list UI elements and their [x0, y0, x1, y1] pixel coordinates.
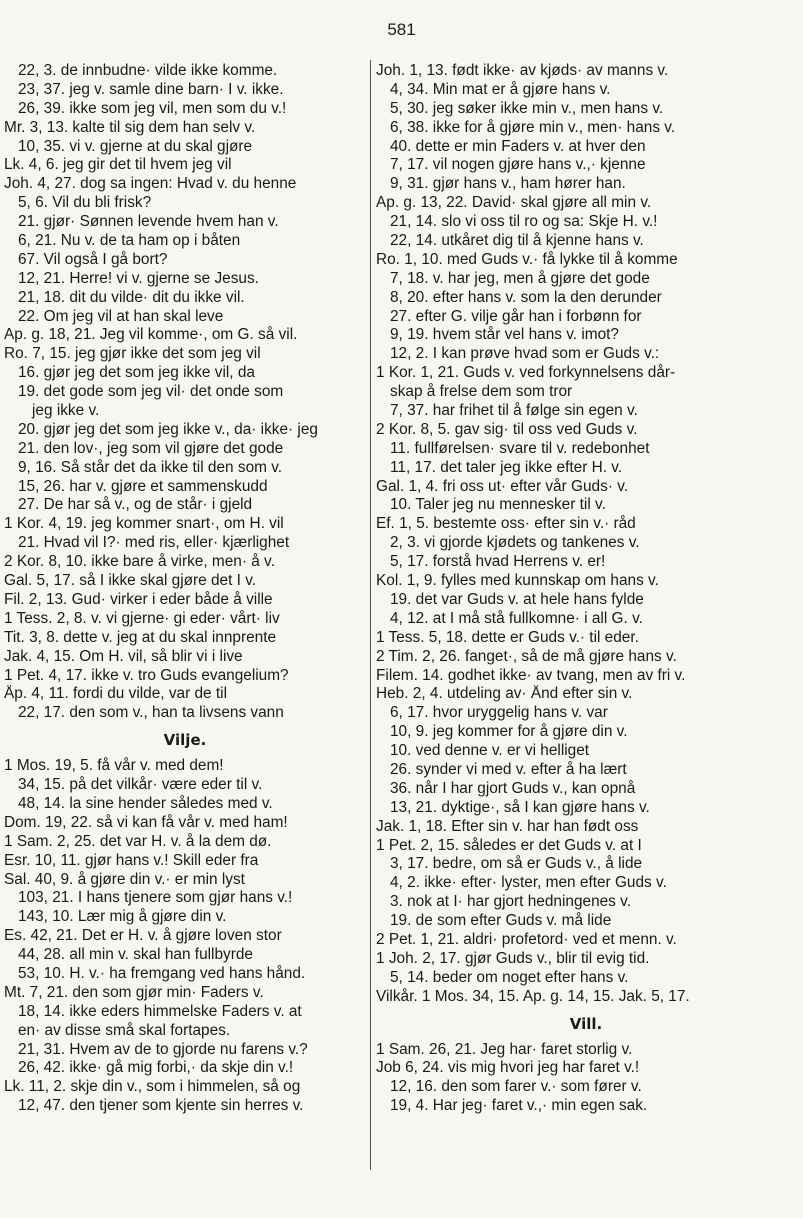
right-entry-line: 1 Pet. 2, 15. således er det Guds v. at I — [376, 836, 642, 854]
left-entry-line: Fil. 2, 13. Gud· virker i eder både å ville — [4, 590, 273, 608]
left-entry-line: 143, 10. Lær mig å gjøre din v. — [18, 908, 227, 926]
left-entry-line: en· av disse små skal fortapes. — [18, 1021, 231, 1039]
left-entry-line: Lk. 4, 6. jeg gir det til hvem jeg vil — [4, 156, 232, 174]
left-entry-line: 12, 47. den tjener som kjente sin herres v. — [18, 1097, 304, 1115]
right-entry-line: Joh. 1, 13. født ikke· av kjøds· av manns v. — [376, 62, 669, 79]
right-entry-line: Jak. 1, 18. Efter sin v. har han født oss — [376, 817, 639, 835]
left-entry-line: 22, 3. de innbudne· vilde ikke komme. — [18, 62, 278, 79]
left-entry-line: 20. gjør jeg det som jeg ikke v., da· ikke· jeg — [18, 420, 318, 438]
right-entry-line: 3. nok at I· har gjort hedningenes v. — [390, 893, 631, 911]
left-entry-line: 26, 42. ikke· gå mig forbi,· da skje din v.! — [18, 1059, 294, 1077]
left-entry-line: Sal. 40, 9. å gjøre din v.· er min lyst — [4, 870, 245, 888]
left-entry-line: 67. Vil også I gå bort? — [18, 250, 168, 268]
left-entry-line: 22, 17. den som v., han ta livsens vann — [18, 704, 284, 722]
right-entry-line: 27. efter G. vilje går han i forbønn for — [390, 307, 642, 325]
right-entry-line: 5, 17. forstå hvad Herrens v. er! — [390, 553, 606, 571]
right-entry-line: 11, 17. det taler jeg ikke efter H. v. — [390, 458, 623, 476]
left-entry-line: 103, 21. I hans tjenere som gjør hans v.! — [18, 889, 293, 907]
right-entry-line: 2 Pet. 1, 21. aldri· profetord· ved et menn. v. — [376, 930, 677, 948]
right-entry-line: 1 Kor. 1, 21. Guds v. ved forkynnelsens dår- — [376, 364, 676, 382]
right-entry-line: 7, 17. vil nogen gjøre hans v.,· kjenne — [390, 156, 646, 174]
left-entry-line: 21. den lov·, jeg som vil gjøre det gode — [18, 439, 284, 457]
left-entry-line: 6, 21. Nu v. de ta ham op i båten — [18, 232, 241, 250]
right-entry-line: Ap. g. 13, 22. David· skal gjøre all min v. — [376, 194, 652, 212]
left-section-heading: Vilje. — [163, 731, 207, 750]
right-entry-line: 2 Tim. 2, 26. fanget·, så de må gjøre hans v. — [376, 647, 677, 665]
right-entry-line: Ef. 1, 5. bestemte oss· efter sin v.· råd — [376, 515, 636, 533]
right-entry-line: 4, 12. at I må stå fullkomne· i all G. v. — [390, 609, 643, 627]
right-entry-line: 8, 20. efter hans v. som la den derunder — [390, 288, 662, 306]
right-entry-line: 1 Tess. 5, 18. dette er Guds v.· til eder. — [376, 628, 639, 646]
right-entry-line: 26. synder vi med v. efter å ha lært — [390, 760, 627, 778]
right-entry-line: 36. når I har gjort Guds v., kan opnå — [390, 779, 636, 797]
right-section-heading: Vill. — [569, 1014, 603, 1033]
left-entry-line: Mt. 7, 21. den som gjør min· Faders v. — [4, 983, 264, 1001]
left-entry-line: Jak. 4, 15. Om H. vil, så blir vi i live — [4, 647, 243, 665]
right-entry-line: skap å frelse dem som tror — [390, 383, 573, 401]
right-entry-line: 10. Taler jeg nu mennesker til v. — [390, 496, 606, 514]
right-entry-line: 1 Sam. 26, 21. Jeg har· faret storlig v. — [376, 1040, 633, 1058]
right-entry-line: 11. fullførelsen· svare til v. redebonhet — [390, 439, 650, 457]
right-entry-line: 12, 16. den som farer v.· som fører v. — [390, 1078, 642, 1096]
left-entry-line: 1 Pet. 4, 17. ikke v. tro Guds evangelium? — [4, 666, 289, 684]
column-divider — [370, 60, 371, 1170]
right-entry-line: 10. ved denne v. er vi helliget — [390, 742, 590, 760]
left-entry-line: Ro. 7, 15. jeg gjør ikke det som jeg vil — [4, 345, 261, 363]
right-entry-line: Ro. 1, 10. med Guds v.· få lykke til å komme — [376, 250, 678, 268]
left-entry-line: 1 Kor. 4, 19. jeg kommer snart·, om H. vil — [4, 515, 284, 533]
left-entry-line: Lk. 11, 2. skje din v., som i himmelen, så og — [4, 1078, 301, 1096]
left-entry-line: 2 Kor. 8, 10. ikke bare å virke, men· å v. — [4, 553, 275, 571]
right-entry-line: 9, 31. gjør hans v., ham hører han. — [390, 175, 626, 193]
left-entry-line: 15, 26. har v. gjøre et sammenskudd — [18, 477, 268, 495]
left-entry-line: 22. Om jeg vil at han skal leve — [18, 307, 224, 325]
right-entry-line: 1 Joh. 2, 17. gjør Guds v., blir til evig tid. — [376, 949, 650, 967]
left-entry-line: 26, 39. ikke som jeg vil, men som du v.! — [18, 99, 287, 117]
left-entry-line: 5, 6. Vil du bli frisk? — [18, 194, 152, 212]
right-entry-line: Gal. 1, 4. fri oss ut· efter vår Guds· v. — [376, 477, 629, 495]
right-entry-line: Filem. 14. godhet ikke· av tvang, men av fri v. — [376, 666, 686, 684]
left-entry-line: 12, 21. Herre! vi v. gjerne se Jesus. — [18, 269, 259, 287]
right-entry-line: 3, 17. bedre, om så er Guds v., å lide — [390, 855, 643, 873]
right-entry-line: 6, 17. hvor uryggelig hans v. var — [390, 704, 608, 722]
right-entry-line: 4, 2. ikke· efter· lyster, men efter Guds v. — [390, 874, 667, 892]
left-entry-line: 10, 35. vi v. gjerne at du skal gjøre — [18, 137, 253, 155]
right-entry-line: 12, 2. I kan prøve hvad som er Guds v.: — [390, 345, 660, 363]
left-entry-line: 21. Hvad vil I?· med ris, eller· kjærlighet — [18, 534, 290, 552]
left-entry-line: Esr. 10, 11. gjør hans v.! Skill eder fra — [4, 851, 259, 869]
left-entry-line: Mr. 3, 13. kalte til sig dem han selv v. — [4, 118, 256, 136]
right-entry-line: 2 Kor. 8, 5. gav sig· til oss ved Guds v. — [376, 420, 638, 438]
right-entry-line: 6, 38. ikke for å gjøre min v., men· hans v. — [390, 118, 676, 136]
left-entry-line: Joh. 4, 27. dog sa ingen: Hvad v. du henne — [4, 175, 297, 193]
right-entry-line: Heb. 2, 4. utdeling av· Ånd efter sin v. — [376, 685, 633, 703]
right-entry-line: 2, 3. vi gjorde kjødets og tankenes v. — [390, 534, 640, 552]
left-entry-line: 53, 10. H. v.· ha fremgang ved hans hånd. — [18, 964, 306, 982]
right-column — [376, 62, 796, 1116]
left-entry-line: 21, 31. Hvem av de to gjorde nu farens v.? — [18, 1040, 308, 1058]
left-entry-line: Tit. 3, 8. dette v. jeg at du skal innprente — [4, 628, 277, 646]
right-entry-line: 40. dette er min Faders v. at hver den — [390, 137, 646, 155]
right-entry-line: 19. det var Guds v. at hele hans fylde — [390, 590, 644, 608]
left-entry-line: Es. 42, 21. Det er H. v. å gjøre loven stor — [4, 927, 282, 945]
right-entry-line: 19, 4. Har jeg· faret v.,· min egen sak. — [390, 1097, 648, 1115]
left-entry-line: 19. det gode som jeg vil· det onde som — [18, 383, 284, 401]
left-entry-line: Gal. 5, 17. så I ikke skal gjøre det I v. — [4, 572, 257, 590]
left-entry-line: 9, 16. Så står det da ikke til den som v. — [18, 458, 283, 476]
left-entry-line: 21. gjør· Sønnen levende hvem han v. — [18, 213, 279, 231]
right-entry-line: Job 6, 24. vis mig hvori jeg har faret v.! — [376, 1059, 640, 1077]
right-entry-line: 13, 21. dyktige·, så I kan gjøre hans v. — [390, 798, 650, 816]
left-entry-line: jeg ikke v. — [32, 402, 100, 420]
left-entry-line: 21, 18. dit du vilde· dit du ikke vil. — [18, 288, 245, 306]
left-column — [4, 62, 366, 1116]
left-entry-line: Åp. 4, 11. fordi du vilde, var de til — [4, 685, 227, 703]
right-entry-line: Vilkår. 1 Mos. 34, 15. Ap. g. 14, 15. Jak. 5, 17. — [376, 987, 690, 1005]
right-entry-line: 21, 14. slo vi oss til ro og sa: Skje H. v.! — [390, 213, 658, 231]
left-entry-line: Ap. g. 18, 21. Jeg vil komme·, om G. så vil. — [4, 326, 298, 344]
right-entry-line: 10, 9. jeg kommer for å gjøre din v. — [390, 723, 628, 741]
left-entry-line: 1 Tess. 2, 8. v. vi gjerne· gi eder· vårt· liv — [4, 609, 280, 627]
left-entry-line: 1 Mos. 19, 5. få vår v. med dem! — [4, 757, 224, 775]
right-entry-line: 22, 14. utkåret dig til å kjenne hans v. — [390, 232, 644, 250]
left-entry-line: 34, 15. på det vilkår· være eder til v. — [18, 776, 263, 794]
left-entry-line: 44, 28. all min v. skal han fullbyrde — [18, 946, 253, 964]
right-entry-line: 7, 18. v. har jeg, men å gjøre det gode — [390, 269, 650, 287]
left-entry-line: Dom. 19, 22. så vi kan få vår v. med ham! — [4, 813, 288, 831]
left-entry-line: 27. De har så v., og de står· i gjeld — [18, 496, 253, 514]
left-entry-line: 23, 37. jeg v. samle dine barn· I v. ikke. — [18, 80, 284, 98]
right-entry-line: 19. de som efter Guds v. må lide — [390, 912, 612, 930]
right-entry-line: 7, 37. har frihet til å følge sin egen v. — [390, 402, 638, 420]
right-entry-line: 9, 19. hvem står vel hans v. imot? — [390, 326, 619, 344]
right-entry-line: 4, 34. Min mat er å gjøre hans v. — [390, 80, 611, 98]
left-entry-line: 48, 14. la sine hender således med v. — [18, 794, 273, 812]
right-entry-line: Kol. 1, 9. fylles med kunnskap om hans v. — [376, 572, 659, 590]
left-entry-line: 18, 14. ikke eders himmelske Faders v. at — [18, 1002, 302, 1020]
right-entry-line: 5, 30. jeg søker ikke min v., men hans v. — [390, 99, 664, 117]
left-entry-line: 1 Sam. 2, 25. det var H. v. å la dem dø. — [4, 832, 272, 850]
right-entry-line: 5, 14. beder om noget efter hans v. — [390, 968, 629, 986]
page-number: 581 — [387, 20, 416, 39]
left-entry-line: 16. gjør jeg det som jeg ikke vil, da — [18, 364, 255, 382]
